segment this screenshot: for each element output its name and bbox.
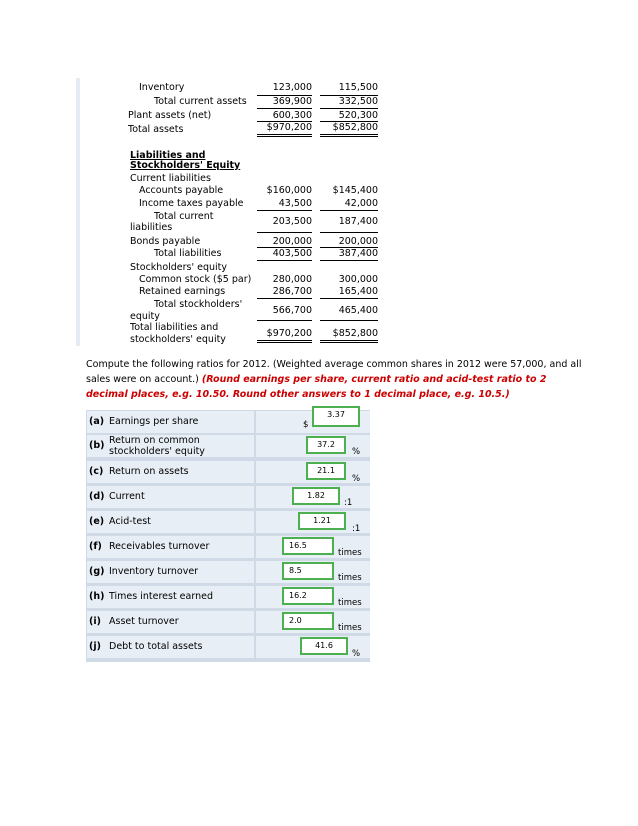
row-label: Common stock ($5 par) [139,274,252,285]
row-label: Accounts payable [139,185,224,196]
row-letter: (f) [89,541,102,552]
row-label: Acid-test [109,516,151,527]
unit-label: times [338,548,362,558]
unit-label: % [352,447,361,457]
table-row [86,536,370,558]
value-2011: 165,400 [338,286,378,297]
value-2012: 566,700 [272,305,312,316]
value-2011: 332,500 [338,96,378,107]
row-label: Debt to total assets [109,641,203,652]
row-label: Asset turnover [109,616,179,627]
unit-label: :1 [344,498,353,508]
value-2012: 280,000 [272,274,312,285]
row-letter: (h) [89,591,105,602]
row-label: Stockholders' equity [130,262,228,273]
value-2012: 600,300 [272,110,312,121]
value-2011: 187,400 [338,216,378,227]
table-row [86,435,370,457]
row-label: Retained earnings [139,286,226,297]
unit-label: % [352,649,361,659]
row-label: Current liabilities [130,173,211,184]
instructions [86,357,586,402]
unit-label: times [338,623,362,633]
value-2012: 43,500 [278,198,312,209]
value-2011: 115,500 [338,82,378,93]
value-2012: 123,000 [272,82,312,93]
value-2012: $160,000 [266,185,312,196]
row-label: Inventory [139,82,185,93]
answer-input-receivables-turnover[interactable]: 16.5 [282,537,334,555]
answer-input-current-ratio[interactable]: 1.82 [292,487,340,505]
table-row [86,636,370,658]
row-label: Earnings per share [109,416,199,427]
row-label: Total current [154,211,214,222]
unit-label: times [338,598,362,608]
table-row [86,511,370,533]
value-2011: $145,400 [332,185,378,196]
value-2011: 200,000 [338,236,378,247]
row-letter: (b) [89,440,105,451]
row-label: Total liabilities [154,248,222,259]
answer-input-debt-to-total-assets[interactable]: 41.6 [300,637,348,655]
value-2012: 369,900 [272,96,312,107]
row-label-cont: stockholders' equity [130,334,226,345]
row-label: Total stockholders' [154,299,243,310]
row-letter: (a) [89,416,105,427]
row-label: Return on common [109,435,200,446]
value-2012: 286,700 [272,286,312,297]
row-label: Total current assets [154,96,247,107]
answer-input-inventory-turnover[interactable]: 8.5 [282,562,334,580]
table-row [86,461,370,483]
row-label-cont: stockholders' equity [109,446,205,457]
currency-prefix: $ [303,420,309,430]
row-label: Plant assets (net) [128,110,212,121]
table-row [86,586,370,608]
unit-label: :1 [352,524,361,534]
table-row [86,411,370,433]
answer-input-roe[interactable]: 37.2 [306,436,346,454]
ratio-answer-table [86,410,370,662]
row-label-cont: equity [130,311,160,322]
unit-label: % [352,474,361,484]
value-2011: 42,000 [344,198,378,209]
row-letter: (j) [89,641,101,652]
rounding-instructions: (Round earnings per share, current ratio and acid-test ratio to 2 decimal places, e.g. 10.50. Round other answers to 1 decimal place, e.g. 10.5.) [86,374,547,400]
row-letter: (d) [89,491,105,502]
value-2011: 387,400 [338,248,378,259]
table-row [86,561,370,583]
answer-input-asset-turnover[interactable]: 2.0 [282,612,334,630]
row-letter: (e) [89,516,105,527]
row-letter: (c) [89,466,104,477]
row-label: Return on assets [109,466,189,477]
unit-label: times [338,573,362,583]
table-row [86,486,370,508]
row-label: Current [109,491,145,502]
answer-input-times-interest-earned[interactable]: 16.2 [282,587,334,605]
row-label: Receivables turnover [109,541,210,552]
value-2011: $852,800 [332,328,378,339]
row-label: Total assets [128,124,184,135]
answer-input-eps[interactable]: 3.37 [312,406,360,427]
value-2011: 300,000 [338,274,378,285]
instructions-text: Compute the following ratios for 2012. (Weighted average common shares in 2012 were 57,000, and all sales were on account.) [86,359,582,385]
table-row [86,611,370,633]
row-letter: (g) [89,566,105,577]
answer-input-acid-test[interactable]: 1.21 [298,512,346,530]
section-heading: Stockholders' Equity [130,160,241,171]
value-2011: 465,400 [338,305,378,316]
value-2012: 200,000 [272,236,312,247]
value-2012: 403,500 [272,248,312,259]
answer-input-roa[interactable]: 21.1 [306,462,346,480]
row-label: Inventory turnover [109,566,199,577]
value-2011: $852,800 [332,122,378,133]
row-label-cont: liabilities [130,222,173,233]
row-label: Bonds payable [130,236,201,247]
row-label: Times interest earned [109,591,213,602]
row-letter: (i) [89,616,101,627]
value-2012: $970,200 [266,328,312,339]
value-2012: $970,200 [266,122,312,133]
value-2011: 520,300 [338,110,378,121]
row-label: Income taxes payable [139,198,244,209]
section-heading: Liabilities and [130,150,206,161]
left-border-bar [76,78,80,346]
row-label: Total liabilities and [130,322,219,333]
value-2012: 203,500 [272,216,312,227]
